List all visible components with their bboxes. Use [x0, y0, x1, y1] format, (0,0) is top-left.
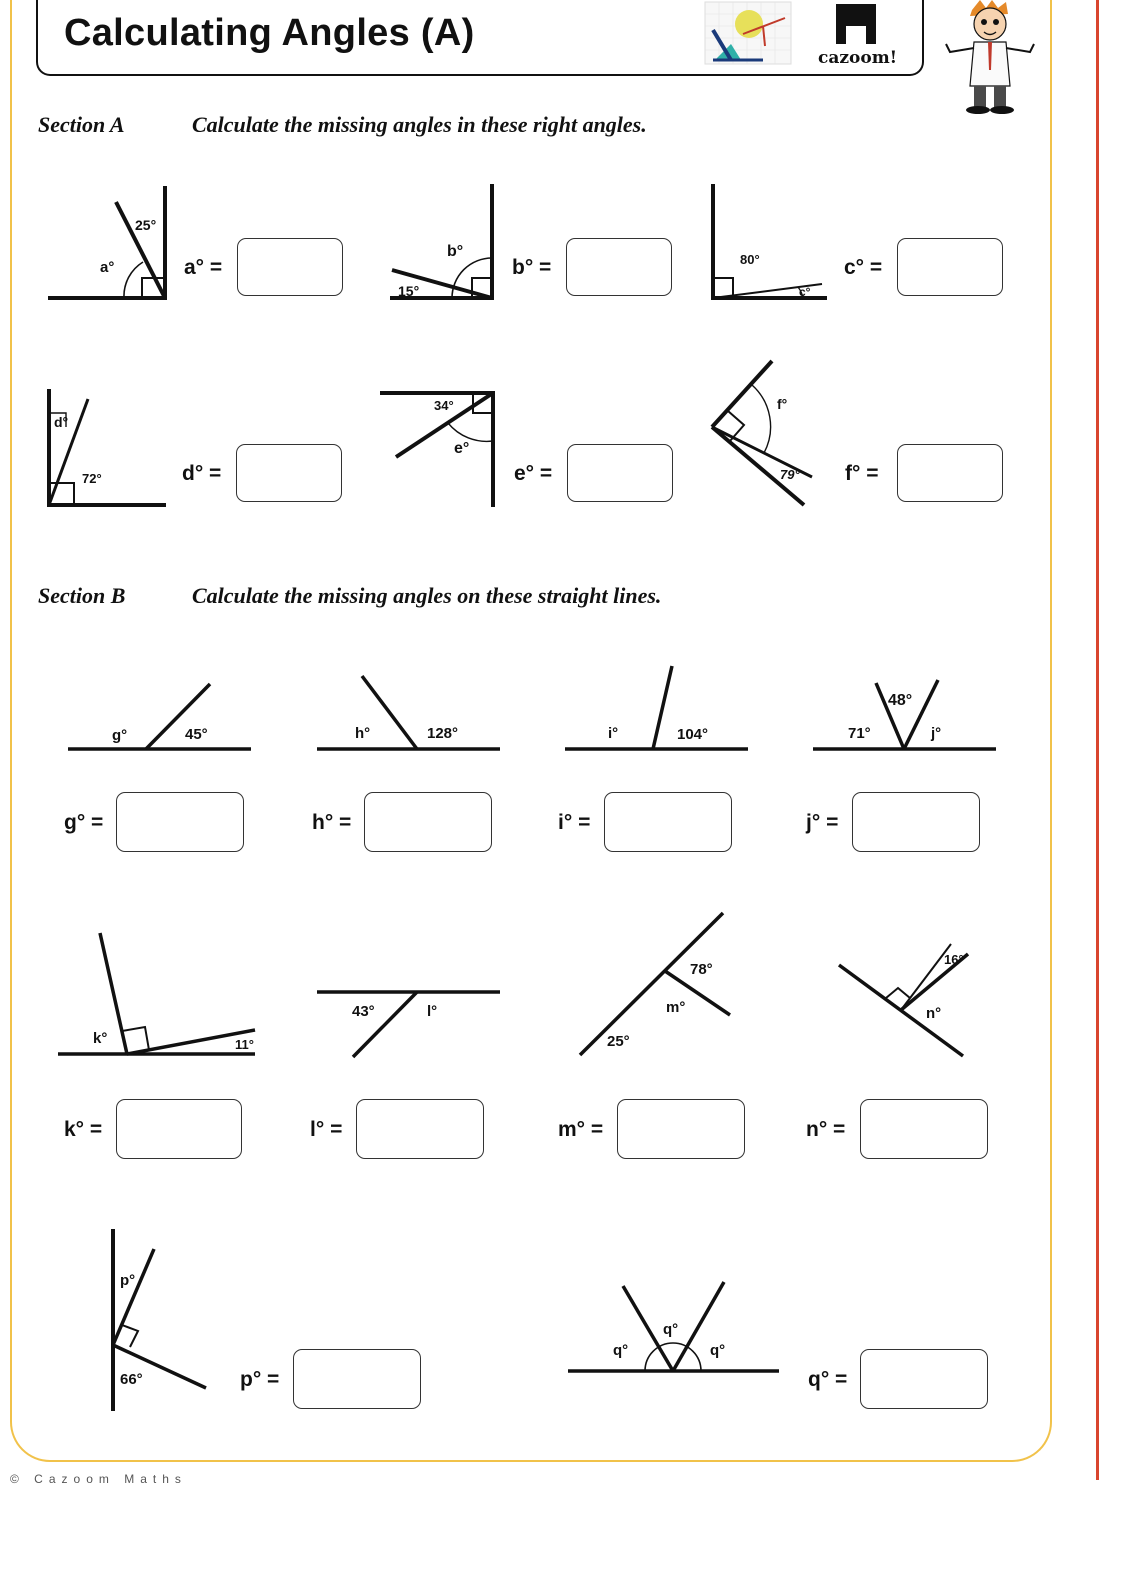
- section-a-label: Section A: [38, 112, 125, 137]
- answer-label-a: a° =: [184, 256, 223, 279]
- angle-label-given: 25°: [135, 217, 157, 233]
- diagram-q: [565, 1278, 785, 1378]
- diagram-g: [60, 670, 260, 760]
- answer-box-k[interactable]: [116, 1099, 242, 1159]
- brand-name: cazoom!: [818, 48, 898, 68]
- diagram-j: [810, 670, 1010, 760]
- angle-label-unknown: k°: [93, 1030, 108, 1047]
- angle-label-unknown: c°: [799, 285, 811, 299]
- angle-label-unknown: e°: [454, 440, 470, 457]
- mascot-illustration: [940, 0, 1040, 116]
- answer-box-h[interactable]: [364, 792, 492, 852]
- angle-label-given: 15°: [398, 283, 420, 299]
- angle-label-unknown: q°: [663, 1321, 679, 1338]
- angle-label-unknown: a°: [100, 259, 115, 276]
- answer-box-g[interactable]: [116, 792, 244, 852]
- diagram-n: [830, 930, 980, 1060]
- diagram-d: [40, 385, 180, 515]
- angle-logo-icon: [703, 0, 793, 66]
- angle-label-given: 66°: [120, 1371, 143, 1388]
- answer-label-n: n° =: [806, 1118, 846, 1141]
- angle-label-unknown: q°: [710, 1342, 726, 1359]
- angle-label-given-a: 25°: [607, 1033, 630, 1050]
- answer-label-d: d° =: [182, 462, 222, 485]
- angle-label-given: 43°: [352, 1003, 375, 1020]
- angle-label-unknown: f°: [777, 396, 788, 412]
- answer-label-j: j° =: [806, 811, 839, 834]
- section-a-instruction: Calculate the missing angles in these right angles.: [192, 112, 647, 137]
- footer-text: © Cazoom Maths: [10, 1472, 187, 1486]
- answer-label-f: f° =: [845, 462, 879, 485]
- angle-label-unknown: i°: [608, 725, 619, 742]
- angle-label-given: 79°: [780, 467, 800, 482]
- diagram-c: [700, 180, 840, 310]
- section-b-label: Section B: [38, 583, 126, 608]
- answer-label-e: e° =: [514, 462, 553, 485]
- answer-label-c: c° =: [844, 256, 883, 279]
- answer-box-l[interactable]: [356, 1099, 484, 1159]
- answer-label-g: g° =: [64, 811, 104, 834]
- answer-box-e[interactable]: [567, 444, 673, 502]
- answer-label-m: m° =: [558, 1118, 604, 1141]
- answer-label-p: p° =: [240, 1368, 280, 1391]
- angle-label-given-b: 48°: [888, 692, 913, 709]
- answer-box-n[interactable]: [860, 1099, 988, 1159]
- angle-label-given: 45°: [185, 726, 208, 743]
- answer-box-b[interactable]: [566, 238, 672, 296]
- diagram-l: [310, 980, 510, 1060]
- answer-box-i[interactable]: [604, 792, 732, 852]
- angle-label-unknown: b°: [447, 243, 464, 260]
- diagram-e: [380, 385, 505, 515]
- page-title: Calculating Angles (A): [64, 12, 475, 54]
- angle-label-unknown: g°: [112, 727, 128, 744]
- answer-box-j[interactable]: [852, 792, 980, 852]
- answer-box-p[interactable]: [293, 1349, 421, 1409]
- diagram-b: [380, 180, 505, 310]
- angle-label-unknown: m°: [666, 999, 686, 1016]
- angle-label-unknown: d°: [54, 414, 69, 430]
- answer-label-b: b° =: [512, 256, 552, 279]
- angle-label-unknown: n°: [926, 1005, 942, 1022]
- diagram-a: [40, 180, 180, 310]
- diagram-h: [310, 670, 510, 760]
- answer-box-c[interactable]: [897, 238, 1003, 296]
- diagram-i: [560, 660, 760, 760]
- diagram-m: [570, 905, 750, 1065]
- answer-box-q[interactable]: [860, 1349, 988, 1409]
- answer-box-m[interactable]: [617, 1099, 745, 1159]
- angle-label-given: 72°: [82, 471, 102, 486]
- angle-label-given: 80°: [740, 252, 760, 267]
- angle-label-given-a: 71°: [848, 725, 871, 742]
- angle-label-given: 11°: [235, 1037, 254, 1052]
- angle-label-unknown: l°: [427, 1003, 438, 1020]
- diagram-k: [55, 925, 265, 1065]
- angle-label-given: 16°: [944, 952, 964, 967]
- answer-label-l: l° =: [310, 1118, 343, 1141]
- angle-label-given: 128°: [427, 725, 459, 742]
- angle-label-given: 34°: [434, 398, 454, 413]
- diagram-f: [700, 355, 830, 515]
- answer-box-d[interactable]: [236, 444, 342, 502]
- angle-label-given-b: 78°: [690, 961, 713, 978]
- answer-label-k: k° =: [64, 1118, 103, 1141]
- angle-label-unknown: j°: [931, 725, 942, 742]
- margin-line: [1096, 0, 1099, 1480]
- answer-label-i: i° =: [558, 811, 591, 834]
- angle-label-unknown: h°: [355, 725, 371, 742]
- answer-label-h: h° =: [312, 811, 352, 834]
- answer-box-f[interactable]: [897, 444, 1003, 502]
- angle-label-given: 104°: [677, 726, 709, 743]
- angle-label-unknown: q°: [613, 1342, 629, 1359]
- answer-label-q: q° =: [808, 1368, 848, 1391]
- answer-box-a[interactable]: [237, 238, 343, 296]
- diagram-p: [100, 1225, 220, 1415]
- angle-label-unknown: p°: [120, 1272, 136, 1289]
- section-b-instruction: Calculate the missing angles on these straight lines.: [192, 583, 662, 608]
